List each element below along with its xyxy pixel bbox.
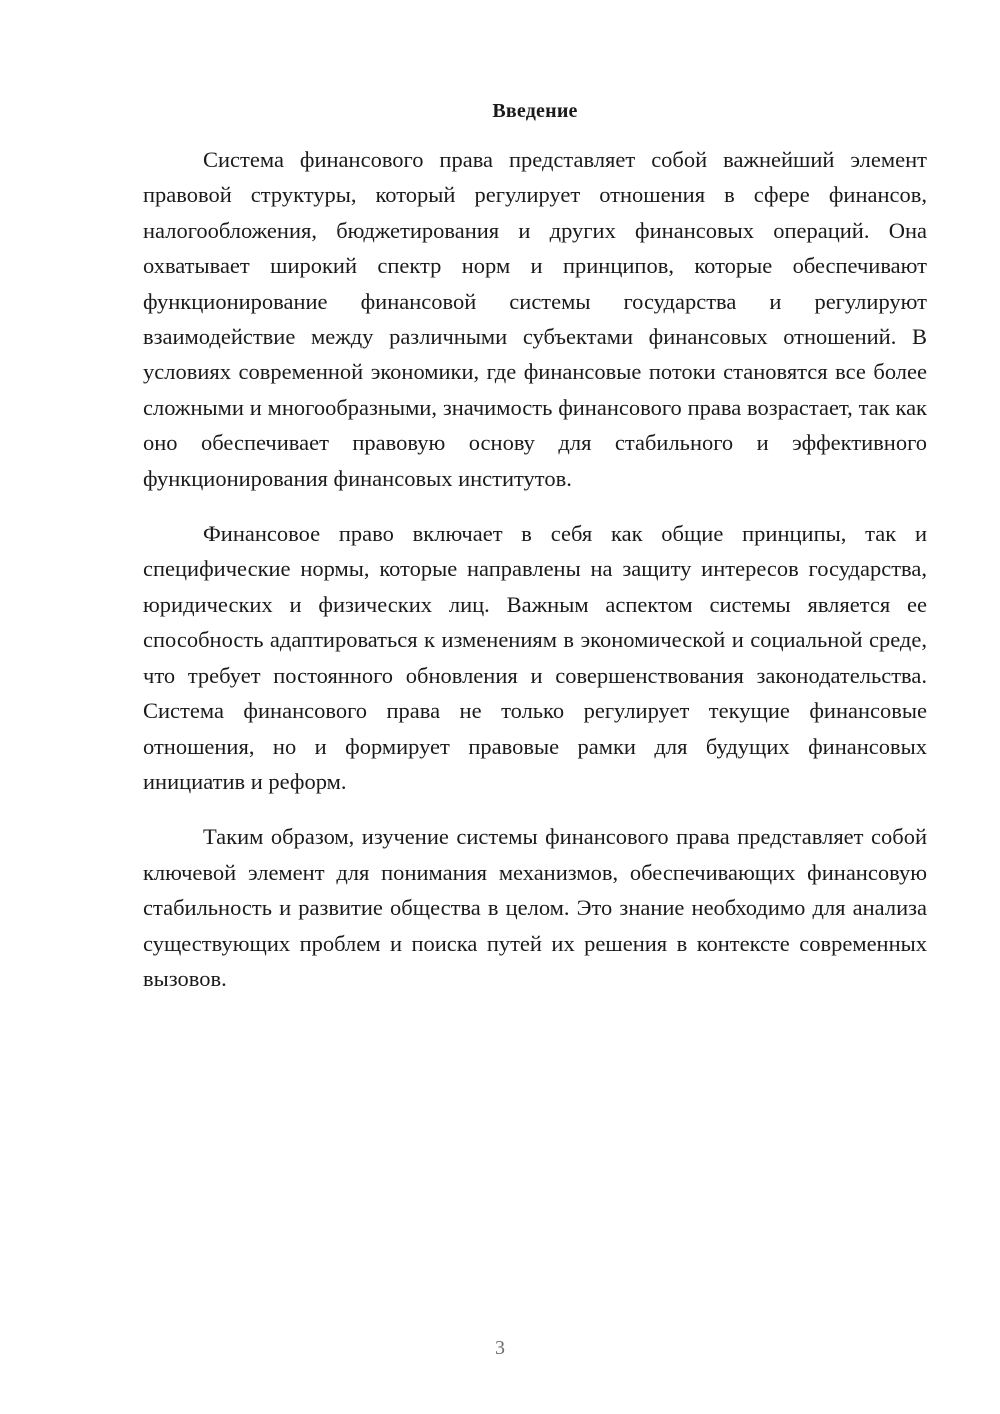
paragraph-1: Система финансового права представляет собой важнейший элемент правовой структуры, который регулирует отношения в сфере финансов, налогообложения, бюджетирования и других финансовых операций. Она охватывает широкий спектр норм и принципов, которые обеспечивают функционирование финансовой системы государства и регулируют взаимодействие между различными субъектами финансовых отношений. В условиях современной экономики, где финансовые потоки становятся все более сложными и многообразными, значимость финансового права возрастает, так как оно обеспечивает правовую основу для стабильного и эффективного функционирования финансовых институтов. [143,147,927,491]
page-number: 3 [495,1337,505,1359]
paragraph-3: Таким образом, изучение системы финансового права представляет собой ключевой элемент для понимания механизмов, обеспечивающих финансовую стабильность и развитие общества в целом. Это знание необходимо для анализа существующих проблем и поиска путей их решения в контексте современных вызовов. [143,824,927,991]
section-title: Введение [492,100,578,122]
paragraph-2: Финансовое право включает в себя как общие принципы, так и специфические нормы, которые направлены на защиту интересов государства, юридических и физических лиц. Важным аспектом системы является ее способность адаптироваться к изменениям в экономической и социальной среде, что требует постоянного обновления и совершенствования законодательства. Система финансового права не только регулирует текущие финансовые отношения, но и формирует правовые рамки для будущих финансовых инициатив и реформ. [143,521,927,794]
page-content [143,96,927,996]
